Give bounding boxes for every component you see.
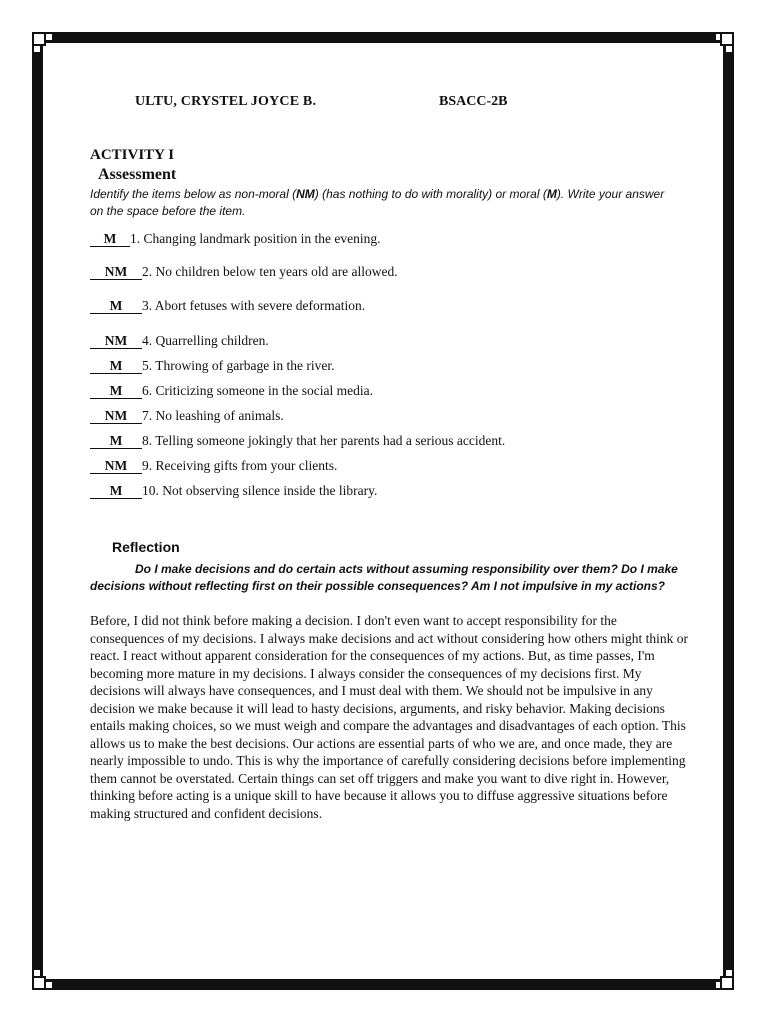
answer-blank: M	[90, 384, 142, 399]
border-corner-bottom-left	[32, 976, 46, 990]
activity-title: ACTIVITY I	[90, 147, 175, 163]
student-name: ULTU, CRYSTEL JOYCE B.	[135, 94, 317, 109]
assessment-item-3	[90, 298, 365, 314]
answer-blank: M	[90, 359, 142, 374]
instructions-part2: ) (has nothing to do with morality) or moral (	[314, 187, 547, 201]
answer-blank: NM	[90, 409, 142, 424]
border-corner-top-right	[720, 32, 734, 46]
answer-blank: M	[90, 299, 142, 314]
student-course: BSACC-2B	[439, 94, 508, 109]
answer-blank: M	[90, 232, 130, 247]
answer-blank: NM	[90, 265, 142, 280]
instructions-part3: ). Write your answer on the space before the item.	[90, 187, 665, 218]
item-text: 6. Criticizing someone in the social media.	[142, 383, 373, 398]
assessment-title: Assessment	[98, 166, 177, 183]
assessment-item-10	[90, 483, 377, 499]
assessment-instructions	[90, 186, 680, 220]
reflection-question: Do I make decisions and do certain acts without assuming responsibility over them? Do I make decisions without reflecting first on their possible consequences? Am I not impulsive in my actions?	[90, 562, 678, 593]
border-corner-top-left	[32, 32, 46, 46]
answer-blank: M	[90, 434, 142, 449]
assessment-item-5	[90, 358, 334, 374]
answer-blank: NM	[90, 334, 142, 349]
assessment-item-9	[90, 458, 337, 474]
border-right-bar	[726, 52, 734, 970]
assessment-item-6	[90, 383, 373, 399]
item-text: 4. Quarrelling children.	[142, 333, 269, 348]
assessment-item-8	[90, 433, 505, 449]
item-text: 9. Receiving gifts from your clients.	[142, 458, 338, 473]
border-left-bar	[32, 52, 40, 970]
assessment-item-4	[90, 333, 269, 349]
answer-blank: M	[90, 484, 142, 499]
assessment-item-7	[90, 408, 284, 424]
item-text: 7. No leashing of animals.	[142, 408, 284, 423]
item-text: 2. No children below ten years old are allowed.	[142, 264, 398, 279]
instructions-nm: NM	[296, 187, 315, 201]
answer-blank: NM	[90, 459, 142, 474]
item-text: 10. Not observing silence inside the library.	[142, 483, 378, 498]
assessment-item-2	[90, 264, 398, 280]
assessment-item-1	[90, 231, 380, 247]
border-corner-bottom-right	[720, 976, 734, 990]
item-text: 3. Abort fetuses with severe deformation.	[142, 298, 366, 313]
border-top-bar	[52, 32, 716, 40]
reflection-body: Before, I did not think before making a decision. I don't even want to accept responsibility for the consequences of my decisions. I always make decisions and act without considering how others might think or react. I react without apparent consideration for the consequences of my actions. But, as time passes, I'm becoming more mature in my decisions. I always consider the consequences of my decisions first. My decisions will always have consequences, and I must deal with them. We should not be impulsive in any decision we make because it will lead to hasty decisions, arguments, and risky behavior. Making decisions entails making choices, so we must weigh and compare the advantages and disadvantages of each option. This allows us to make the best decisions. Our actions are essential parts of who we are, and once made, they are nearly impossible to undo. This is why the importance of carefully considering decisions before implementing them cannot be overstated. Certain things can set off triggers and make you want to dive right in. However, thinking before acting is a unique skill to have because it allows you to diffuse aggressive situations before making structured and confident decisions.	[90, 613, 688, 821]
instructions-part1: Identify the items below as non-moral (	[90, 187, 297, 201]
item-text: 1. Changing landmark position in the evening.	[130, 231, 381, 246]
item-text: 8. Telling someone jokingly that her parents had a serious accident.	[142, 433, 506, 448]
reflection-title: Reflection	[112, 539, 180, 555]
instructions-m: M	[546, 187, 557, 201]
item-text: 5. Throwing of garbage in the river.	[142, 358, 335, 373]
border-bottom-bar	[52, 982, 716, 990]
